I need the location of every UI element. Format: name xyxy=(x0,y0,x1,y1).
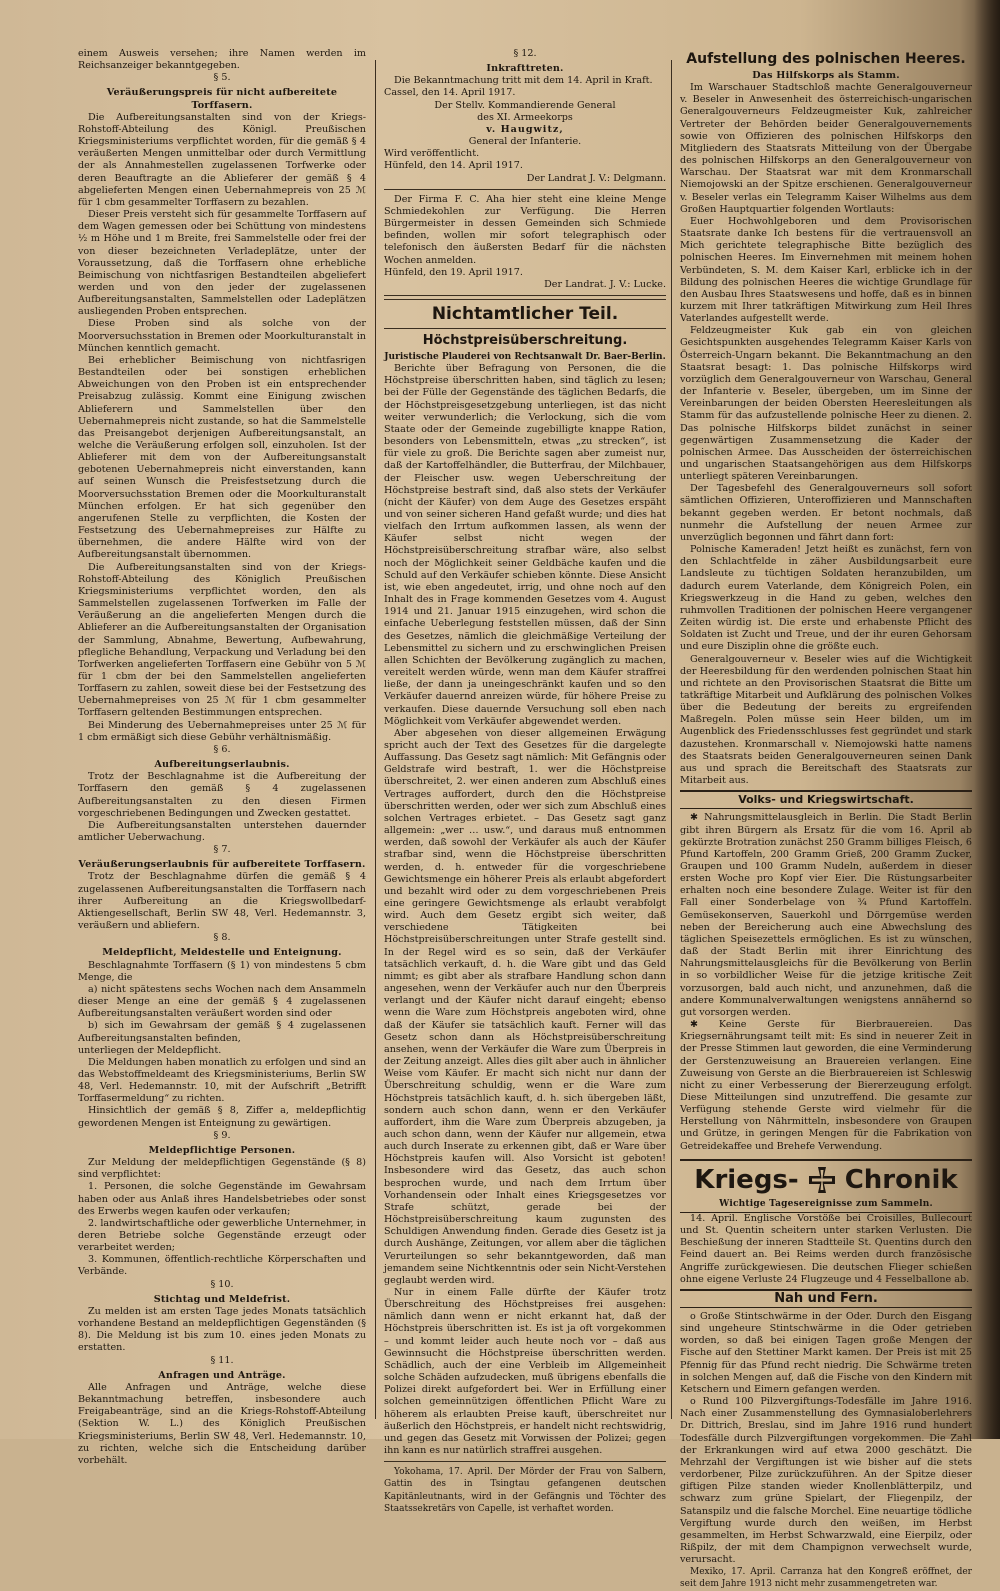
signature-role: des XI. Armeekorps xyxy=(477,111,573,123)
section-number: § 11. xyxy=(210,1354,234,1366)
signature-name: v. Haugwitz, xyxy=(486,123,564,135)
chronik-title-left: Kriegs- xyxy=(694,1164,799,1195)
news-item: Mexiko, 17. April. Carranza hat den Kongreß eröffnet, der seit dem Jahre 1913 nicht mehr zusammengetreten war. xyxy=(680,1567,972,1590)
column-middle xyxy=(384,48,666,1514)
article-title: Aufstellung des polnischen Heeres. xyxy=(686,51,966,67)
article-subtitle: Das Hilfskorps als Stamm. xyxy=(752,70,900,81)
intro-text: einem Ausweis versehen; ihre Namen werden im Reichsanzeiger bekanntgegeben. xyxy=(78,48,366,72)
notice-place: Hünfeld, den 19. April 1917. xyxy=(384,266,523,278)
section-title: Anfragen und Anträge. xyxy=(158,1369,286,1381)
chronik-subtitle: Wichtige Tagesereignisse zum Sammeln. xyxy=(680,1198,972,1213)
section-title: Stichtag und Meldefrist. xyxy=(153,1293,291,1305)
paragraph: Die Aufbereitungsanstalten sind von der Kriegs-Rohstoff-Abteilung des Königl. Preußischen Kriegsministeriums verpflichtet worden, für die gemäß § 4 veräußerten Mengen unmittelbar oder durch Vermittlung der als Annahmestellen zugelassenen Torfwerke oder deren Beauftragte an die Ablieferer der gemäß § 4 abgelieferten Mengen einen Uebernahmepreis von 25 ℳ für 1 cbm gesammelter Torffasern zu bezahlen. xyxy=(78,111,366,208)
divider xyxy=(384,1461,666,1462)
paragraph: ✱ Nahrungsmittelausgleich in Berlin. Die Stadt Berlin gibt ihren Bürgern als Ersatz für die vom 16. April ab gekürzte Brotration zunächst 250 Gramm billiges Fleisch, 6 Pfund Kartoffeln, 200 Gramm Grieß, 200 Gramm Zucker, Graupen und 100 Gramm Nudeln, außerdem in dieser ersten Woche pro Kopf vier Eier. Die Rüstungsarbeiter erhalten noch eine besondere Zulage. Weiter ist für den Fall einer Sonderbelage von ¾ Pfund Kartoffeln. Gemüsekonserven, Sauerkohl und Dörrgemüse werden neben der Bereicherung auch eine Abwechslung des täglichen Speisezettels ermöglichen. Es ist zu wünschen, daß der Stadt Berlin mit ihrer Einrichtung des Nahrungsmittelausgleichs für die Bevölkerung von Berlin in so vorbildlicher Weise für die jetzige kritische Zeit vorzusorgen, bald auch nicht, und anzunehmen, daß die andere Kommunalverwaltungen wenigstens annähernd so gut vorsorgen werden. xyxy=(680,812,972,1018)
section-header-box xyxy=(680,1289,972,1308)
paragraph: Beschlagnahmte Torffasern (§ 1) von mindestens 5 cbm Menge, die xyxy=(78,959,366,983)
section-title: Meldepflicht, Meldestelle und Enteignung. xyxy=(102,947,342,959)
paragraph: Bei erheblicher Beimischung von nichtfasrigen Bestandteilen oder bei sonstigen erheblichen Abweichungen von den Proben ist ein entsprechender Preisabzug zulässig. Kommt eine Einigung zwischen Ablieferern und Sammelstellen über den Uebernahmepreis nicht zustande, so hat die Sammelstelle das Preisangebot derjenigen Aufbereitungsanstalt, an welche die Veräußerung erfolgen soll, einzuholen. Ist der Ablieferer mit dem von der Aufbereitungsanstalt gebotenen Uebernahmepreis nicht einverstanden, kann auf seinen Wunsch die Preisfestsetzung durch die Moorversuchsstation Bremen oder die Moorkulturanstalt München erfolgen. Er hat sich gegenüber den angerufenen Stelle zu verpflichten, die Kosten der Festsetzung des Uebernahmepreises zur Hälfte zu übernehmen, die andere Hälfte wird von der Aufbereitungsanstalt übernommen. xyxy=(78,354,366,561)
column-left xyxy=(78,48,366,1466)
section-number: § 10. xyxy=(210,1278,234,1290)
notice-signature: Der Landrat. J. V.: Lucke. xyxy=(544,278,666,290)
paragraph: Zur Meldung der meldepflichtigen Gegenstände (§ 8) sind verpflichtet: xyxy=(78,1157,366,1181)
paragraph: unterliegen der Meldepflicht. xyxy=(78,1044,222,1056)
iron-cross-icon xyxy=(807,1165,837,1195)
page-binding-edge xyxy=(974,0,1000,1439)
column-rule xyxy=(375,60,376,1419)
divider xyxy=(384,189,666,190)
paragraph: o Rund 100 Pilzvergiftungs-Todesfälle im Jahre 1916. Nach einer Zusammenstellung des Gymnasialoberlehrers Dr. Dittrich, Breslau, sind im Jahre 1916 rund hundert Todesfälle durch Pilzvergiftungen vorgekommen. Die Zahl der Erkrankungen wird auf etwa 2000 geschätzt. Die Mehrzahl der Vergiftungen ist wie bisher auf die stets verdorbener, Pilze zurückzuführen. An der Spitze dieser giftigen Pilze standen wieder Knollenblätterpilz, und schwarz zum grüne Spielart, der Fliegenpilz, der Satanspilz und die falsche Morchel. Eine neuartige tödliche Vergiftung wurde durch den weißen, im Herbst gesammelten, im Herbst Schwarzwald, eine Eierpilz, oder Rißpilz, der mit dem Champignon verwechselt wurde, verursacht. xyxy=(680,1396,972,1566)
paragraph: Im Warschauer Stadtschloß machte Generalgouverneur v. Beseler in Anwesenheit des österreichisch-ungarischen Generalgouverneurs Feldzeugmeister Kuk, zahlreicher Vertreter der Behörden beider Generalgouvernements sowie von Offizieren des polnischen Hilfskorps den Mitgliedern des Staatsrats Mitteilung von der Übergabe des polnischen Hilfskorps an den Generalgouverneur von Warschau. Der Staatsrat war mit dem Kronmarschall Niemojowski an der Spitze erschienen. Generalgouverneur v. Beseler verlas ein Telegramm Kaiser Wilhelms aus dem Großen Hauptquartier folgenden Wortlauts: xyxy=(680,82,972,215)
article-subtitle: Juristische Plauderei von Rechtsanwalt Dr. Baer-Berlin. xyxy=(384,351,666,362)
divider xyxy=(384,328,666,329)
list-item: a) nicht spätestens sechs Wochen nach dem Ansammeln dieser Menge an eine der gemäß § 4 zugelassenen Aufbereitungsanstalten veräußert worden sind oder xyxy=(78,983,366,1020)
paragraph: Die Aufbereitungsanstalten unterstehen dauernder amtlicher Ueberwachung. xyxy=(78,819,366,843)
paragraph: Die Bekanntmachung tritt mit dem 14. April in Kraft. xyxy=(394,75,653,87)
section-title: Veräußerungspreis für nicht aufbereitete Torffasern. xyxy=(106,87,338,111)
column-rule xyxy=(671,60,672,1419)
section-title: Inkrafttreten. xyxy=(486,63,564,75)
paragraph: Euer Hochwohlgeboren und dem Provisorischen Staatsrate danke Ich bestens für die vertrauensvoll an Mich gerichtete telegraphische Bitte bezüglich des polnischen Heeres. Im Einvernehmen mit meinem hohen Verbündeten, S. M. dem Kaiser Karl, erblicke ich in der Bildung des polnischen Heeres die wichtige Grundlage für den Ausbau Ihres Staatswesens und hoffe, daß es in binnen kurzem mit Ihrer tatkräftigen Mitwirkung zum Heil Ihres Vaterlandes aufgestellt werde. xyxy=(680,215,972,325)
divider xyxy=(384,295,666,300)
paragraph: Trotz der Beschlagnahme ist die Aufbereitung der Torffasern den gemäß § 4 zugelassenen Aufbereitungsanstalten zu den diesen Firmen vorgeschriebenen Bedingungen und Zwecken gestattet. xyxy=(78,771,366,819)
section-number: § 5. xyxy=(213,72,231,84)
signature-place: Cassel, den 14. April 1917. xyxy=(384,87,516,99)
paragraph: o Große Stintschwärme in der Oder. Durch den Eisgang sind ungeheure Stintschwärme in die Oder getrieben worden, so daß bei einigen Tagen große Mengen der Fische auf den Stettiner Markt kamen. Der Preis ist mit 25 Pfennig für das Pfund recht niedrig. Die Schwärme treten in solchen Mengen auf, daß die Fische von den Kindern mit Ketschern und Eimern gefangen werden. xyxy=(680,1311,972,1395)
list-item: b) sich im Gewahrsam der gemäß § 4 zugelassenen Aufbereitungsanstalten befinden, xyxy=(78,1020,366,1044)
section-header-box xyxy=(680,790,972,809)
section-title: Veräußerungserlaubnis für aufbereitete Torffasern. xyxy=(78,859,366,871)
paragraph: Diese Proben sind als solche von der Moorversuchsstation in Bremen oder Moorkulturanstalt in München kenntlich gemacht. xyxy=(78,318,366,354)
list-item: 2. landwirtschaftliche oder gewerbliche Unternehmer, in deren Betriebe solche Gegenstände erzeugt oder verarbeitet werden; xyxy=(78,1217,366,1254)
kriegs-chronik-banner xyxy=(680,1159,972,1195)
section-number: § 9. xyxy=(213,1129,231,1141)
chronik-title-right: Chronik xyxy=(844,1164,958,1195)
section-heading: Nichtamtlicher Teil. xyxy=(431,303,619,324)
news-item: Yokohama, 17. April. Der Mörder der Frau von Salbern, Gattin des in Tsingtau gefangenen deutschen Kapitänleutnants, wird in der Gefängnis und Töchter des Staatssekretärs von Capelle, ist verhaftet worden. xyxy=(384,1467,666,1514)
paragraph: Die Meldungen haben monatlich zu erfolgen und sind an das Webstoffmeldeamt des Kriegsministeriums, Berlin SW 48, Verl. Hedemannstr. 10, mit der Aufschrift „Betrifft Torffasermeldung“ zu richten. xyxy=(78,1056,366,1105)
list-item: 3. Kommunen, öffentlich-rechtliche Körperschaften und Verbände. xyxy=(78,1254,366,1278)
paragraph: Feldzeugmeister Kuk gab ein von gleichen Gesichtspunkten ausgehendes Telegramm Kaiser Karls von Österreich-Ungarn bekannt. Die Bekanntmachung an den Staatsrat besagt: 1. Das polnische Hilfskorps wird vorzüglich dem Generalgouverneur von Warschau, General der Infanterie v. Beseler, übergeben, um im Sinne der Vereinbarungen der beiden Obersten Heeresleitungen als Stamm für das aufzustellende polnische Heer zu dienen. 2. Das polnische Hilfskorps bildet zunächst in seiner gegenwärtigen Zusammensetzung die Kader der polnischen Armee. Das Ausscheiden der österreichischen und ungarischen Staatsangehörigen aus dem Hilfskorps unterliegt späteren Vereinbarungen. xyxy=(680,325,972,483)
section-heading: Nah und Fern. xyxy=(774,1290,878,1306)
signature-role: Der Stellv. Kommandierende General xyxy=(434,99,616,111)
section-number: § 8. xyxy=(213,932,231,944)
paragraph: Trotz der Beschlagnahme dürfen die gemäß § 4 zugelassenen Aufbereitungsanstalten die Torffasern nach ihrer Aufbereitung an die Kriegswollbedarf-Aktiengesellschaft, Berlin SW 48, Verl. Hedemannstr. 3, veräußern und abliefern. xyxy=(78,871,366,932)
published-note: Wird veröffentlicht. xyxy=(384,148,480,160)
notice-text: Der Firma F. C. Aha hier steht eine kleine Menge Schmiedekohlen zur Verfügung. Die Herren Bürgermeister in dessen Gemeinden sich Schmiede befinden, wollen mir sofort telegraphisch oder telefonisch den äußersten Bedarf für die nächsten Wochen anmelden. xyxy=(384,193,666,266)
paragraph: Dieser Preis versteht sich für gesammelte Torffasern auf dem Wagen gemessen oder bei Schüttung von mindestens ½ m Höhe und 1 m Breite, frei Sammelstelle oder frei der von dieser bezeichneten Verladeplätze, unter der Voraussetzung, daß die Torffasern ohne erhebliche Beimischung von nichtfasrigen Bestandteilen abgeliefert werden und von den jeder der zugelassenen Aufbereitungsanstalten, Sammelstellen oder Ladeplätzen ausliegenden Proben entsprechen. xyxy=(78,209,366,318)
section-title: Meldepflichtige Personen. xyxy=(148,1144,296,1156)
paragraph: Aber abgesehen von dieser allgemeinen Erwägung spricht auch der Text des Gesetzes für die dargelegte Auffassung. Das Gesetz sagt nämlich: Mit Gefängnis oder Geldstrafe wird bestraft, 1. wer die Höchstpreise überschreitet, 2. wer einen anderen zum Abschluß eines Vertrages auffordert, durch den die Höchstpreise überschritten werden, oder wer sich zum Abschluß eines solchen Vertrages erbietet. – Das Gesetz sagt ganz allgemein: „wer … usw.“, und daraus muß entnommen werden, daß sowohl der Verkäufer als auch der Käufer strafbar sind, wenn die Höchstpreise überschritten werden, d. h. entweder für die vorgeschriebene Gewichtsmenge ein höherer Preis als erlaubt abgefordert und bezahlt wird oder zu dem vorgeschriebenen Preis eine geringere Gewichtsmenge als erlaubt verabfolgt wird. Auch dem Gesetz ergibt sich weiter, daß verschiedene Tätigkeiten bei Höchstpreisüberschreitungen unter Strafe gestellt sind. In der Regel wird es so sein, daß der Verkäufer tatsächlich verkauft, d. h. die Ware gibt und das Geld nimmt; es gibt aber als strafbare Handlung schon dann angesehen, wenn der Verkäufer auch nur den Überpreis verlangt und der Käufer nicht darauf eingeht; ebenso wenn die Ware zum Höchstpreis angeboten wird, ohne daß der Käufer sie tatsächlich kauft. Ferner will das Gesetz schon dann als Höchstpreisüberschreitung ansehen, wenn der Verkäufer die Ware zum Überpreis in der Zeitung anzeigt. Alles dies gilt aber auch in ähnlicher Weise vom Käufer. Er macht sich nicht nur dann der Überschreitung schuldig, wenn er die Ware zum Höchstpreis tatsächlich kauft, d. h. sich übergeben läßt, sondern auch schon dann, wenn er den Verkäufer auffordert, ihm die Ware zum Überpreis abzugeben, ja auch schon dann, wenn der Käufer nur allgemein, etwa auch durch Inserate zu erkennen gibt, daß er Ware über Höchstpreis kaufen will. Also Vorsicht ist geboten! Insbesondere wird das Gesetz, das auch schon besprochen wurde, und nach dem Irrtum über Vorhandensein oder Inhalt eines Kriegsgesetzes vor Strafe schützt, gerade bei der Höchstpreisüberschreitung kaum zugunsten des Schuldigen Anwendung finden. Gerade dies Gesetz ist ja durch Aushänge, Zeitungen, vor allem aber die täglichen Verurteilungen so sehr bekanntgeworden, daß man jemandem seine Nichtkenntnis oder sein Nicht-Verstehen geglaubt werden wird. xyxy=(384,727,666,1286)
paragraph: Bei Minderung des Uebernahmepreises unter 25 ℳ für 1 cbm ermäßigt sich diese Gebühr verhältnismäßig. xyxy=(78,719,366,743)
list-item: 1. Personen, die solche Gegenstände im Gewahrsam haben oder aus Anlaß ihres Handelsbetriebes oder sonst des Erwerbs wegen kaufen oder verkaufen; xyxy=(78,1181,366,1217)
column-right xyxy=(680,48,972,1590)
section-number: § 6. xyxy=(213,743,231,755)
paragraph: 14. April. Englische Vorstöße bei Croisilles, Bullecourt und St. Quentin scheitern unter starken Verlusten. Die Beschießung der inneren Stadtteile St. Quentins durch den Feind dauert an. Bei Reims werden durch französische Angriffe zurückgewiesen. Die deutschen Flieger schießen ohne eigene Verluste 24 Flugzeuge und 4 Fesselballone ab. xyxy=(680,1212,972,1285)
paragraph: Der Tagesbefehl des Generalgouverneurs soll sofort sämtlichen Offizieren, Unteroffizieren und Mannschaften bekannt gegeben werden. Er betont nochmals, daß nunmehr die Aufstellung der neuen Armee zur unverzüglich begonnen und fährt dann fort: xyxy=(680,483,972,543)
article-title: Höchstpreisüberschreitung. xyxy=(422,332,628,348)
section-number: § 7. xyxy=(213,844,231,856)
paragraph: ✱ Keine Gerste für Bierbrauereien. Das Kriegsernährungsamt teilt mit: Es sind in neuerer Zeit in der Presse Stimmen laut geworden, die eine Verminderung der Gerstenzuweisung an Brauereien verlangen. Eine Zuweisung von Gerste an die Bierbrauereien ist Schleswig nicht zu einer Verbesserung der Biererzeugung erfolgt. Diese Mitteilungen sind unzutreffend. Die gesamte zur Verfügung stehende Gerste wird vielmehr für die Herstellung von Nährmitteln, insbesondere von Graupen und Grütze, in geringen Mengen für die Fabrikation von Getreidekaffee und Brehefe Verwendung. xyxy=(680,1019,972,1152)
paragraph: Berichte über Befragung von Personen, die die Höchstpreise überschritten haben, sind täglich zu lesen; bei der Fülle der Gegenstände des täglichen Bedarfs, die der Höchstpreisgesetzgebung unterliegen, ist das nicht weiter verwunderlich; die Verlockung, sich die vom Staate oder der Gemeinde zugebilligte knappe Ration, besonders von Lebensmitteln, etwas „zu strecken“, ist für viele zu groß. Die Berichte sagen aber zumeist nur, daß der Kartoffelhändler, die Butterfrau, der Milchbauer, der Fleischer usw. wegen Ueberschreitung der Höchstpreise bestraft sind, daß also stets der Verkäufer (nicht der Käufer) von dem Auge des Gesetzes erspäht und von seiner sicheren Hand gefaßt wurde; und dies hat vielfach den Irrtum aufkommen lassen, als wenn der Käufer selbst nicht wegen der Höchstpreisüberschreitung strafbar wäre, also selbst noch der Möglichkeit seiner Geldbäche kaufen und die Schuld auf den Verkäufer schieben könnte. Diese Ansicht ist, wie eben angedeutet, irrig, und ohne noch auf den Inhalt des in Frage kommenden Gesetzes vom 4. August 1914 und 21. Januar 1915 einzugehen, wird schon die einfache Ueberlegung feststellen müssen, daß der Sinn des Gesetzes, nämlich die gleichmäßige Verteilung der Lebensmittel zu sichern und zu erschwinglichen Preisen allen Schichten der Bevölkerung zugänglich zu machen, vereitelt werden würde, wenn man dem Käufer straffrei ließe, der dann ja uneingeschränkt kaufen und so den Verkäufer dauernd anreizen würde, für höhere Preise zu verkaufen. Diese dauernde Versuchung soll eben nach Möglichkeit vom Verkäufer abgewendet werden. xyxy=(384,363,666,727)
paragraph: Nur in einem Falle dürfte der Käufer trotz Überschreitung des Höchstpreises frei ausgehen: nämlich dann wenn er nicht erkannt hat, daß der Höchstpreis überschritten ist. Es ist ja oft vorgekommen – und kommt leider auch heute noch vor – daß aus Gewinnsucht die Höchstpreise überschritten werden. Schädlich, auch der eine Verbleib im Allgemeinheit solche Schäden aufzudecken, muß übrigens ebenfalls die Polizei direkt aufgefordert bei. Wer in Erfüllung einer solchen gemeinnützigen öffentlichen Pflicht Ware zu höherem als erlaubten Preise kauft, überschreitet nur äußerlich den Höchstpreis, er handelt nicht rechtswidrig, und gegen das Gesetz mit Vorwissen der Polizei; gegen ihn kann es nur natürlich straffrei ausgehen. xyxy=(384,1287,666,1457)
paragraph: Zu melden ist am ersten Tage jedes Monats tatsächlich vorhandene Bestand an meldepflichtigen Gegenständen (§ 8). Die Meldung ist bis zum 10. eines jeden Monats zu erstatten. xyxy=(78,1305,366,1354)
paragraph: Alle Anfragen und Anträge, welche diese Bekanntmachung betreffen, insbesondere auch Freigabeanträge, sind an die Kriegs-Rohstoff-Abteilung (Sektion W. L.) des Königlich Preußischen Kriegsministeriums, Berlin SW 48, Verl. Hedemannstr. 10, zu richten, welche sich die Entscheidung darüber vorbehält. xyxy=(78,1381,366,1466)
paragraph: Die Aufbereitungsanstalten sind von der Kriegs-Rohstoff-Abteilung des Königlich Preußischen Kriegsministeriums verpflichtet worden, den als Sammelstellen zugelassenen Torfwerken im Falle der Veräußerung an die angelieferten Mengen durch die Ablieferer an die Aufbereitungsanstalten der Organisation der Sammlung, Abnahme, Bewertung, Aufbewahrung, pflegliche Behandlung, Verpackung und Verladung bei den Torfwerken angelieferten Torffasern eine Gebühr von 5 ℳ für 1 cbm der bei den Sammelstellen angelieferten Torffasern zu zahlen, soweit diese bei der Festsetzung des Uebernahmepreises von 25 ℳ für 1 cbm gesammelter Torffasern geltenden Bestimmungen entsprechen. xyxy=(78,561,366,719)
section-number: § 12. xyxy=(513,48,537,59)
section-title: Aufbereitungserlaubnis. xyxy=(154,759,290,771)
paragraph: Polnische Kameraden! Jetzt heißt es zunächst, fern von den Schlachtfelde in zäher Ausbildungsarbeit eure Landsleute zu tüchtigen Soldaten heranzubilden, um dadurch eurem Vaterlande, dem Königreich Polen, ein Kriegswerkzeug in die Hand zu geben, welches den ruhmvollen Traditionen der polnischen Heere vergangener Zeiten würdig ist. Die erste und erhabenste Pflicht des Soldaten ist Zucht und Treue, und der ihr euren Gehorsam und eure Disziplin ohne die größte euch. xyxy=(680,544,972,653)
published-place: Hünfeld, den 14. April 1917. xyxy=(384,160,523,172)
section-heading: Volks- und Kriegswirtschaft. xyxy=(738,793,914,807)
paragraph: Generalgouverneur v. Beseler wies auf die Wichtigkeit der Heeresbildung für den werdenden polnischen Staat hin und richtete an den Provisorischen Staatsrat die Bitte um tatkräftige Mitarbeit und Aufklärung des polnischen Volkes über die Bedeutung der bereits zu ergreifenden Maßregeln. Polen müsse sein Heer bilden, um im Augenblick des Friedensschlusses fest gegründet und stark dazustehen. Kronmarschall v. Niemojowski hatte namens des Staatsrats beiden Generalgouverneuren seinen Dank aus und sprach die Bereitschaft des Staatsrats zur Mitarbeit aus. xyxy=(680,653,972,787)
signature-rank: General der Infanterie. xyxy=(468,136,582,148)
published-signature: Der Landrat J. V.: Delgmann. xyxy=(526,172,666,184)
paragraph: Hinsichtlich der gemäß § 8, Ziffer a, meldepflichtig gewordenen Mengen ist Enteignung zu gewärtigen. xyxy=(78,1105,366,1129)
